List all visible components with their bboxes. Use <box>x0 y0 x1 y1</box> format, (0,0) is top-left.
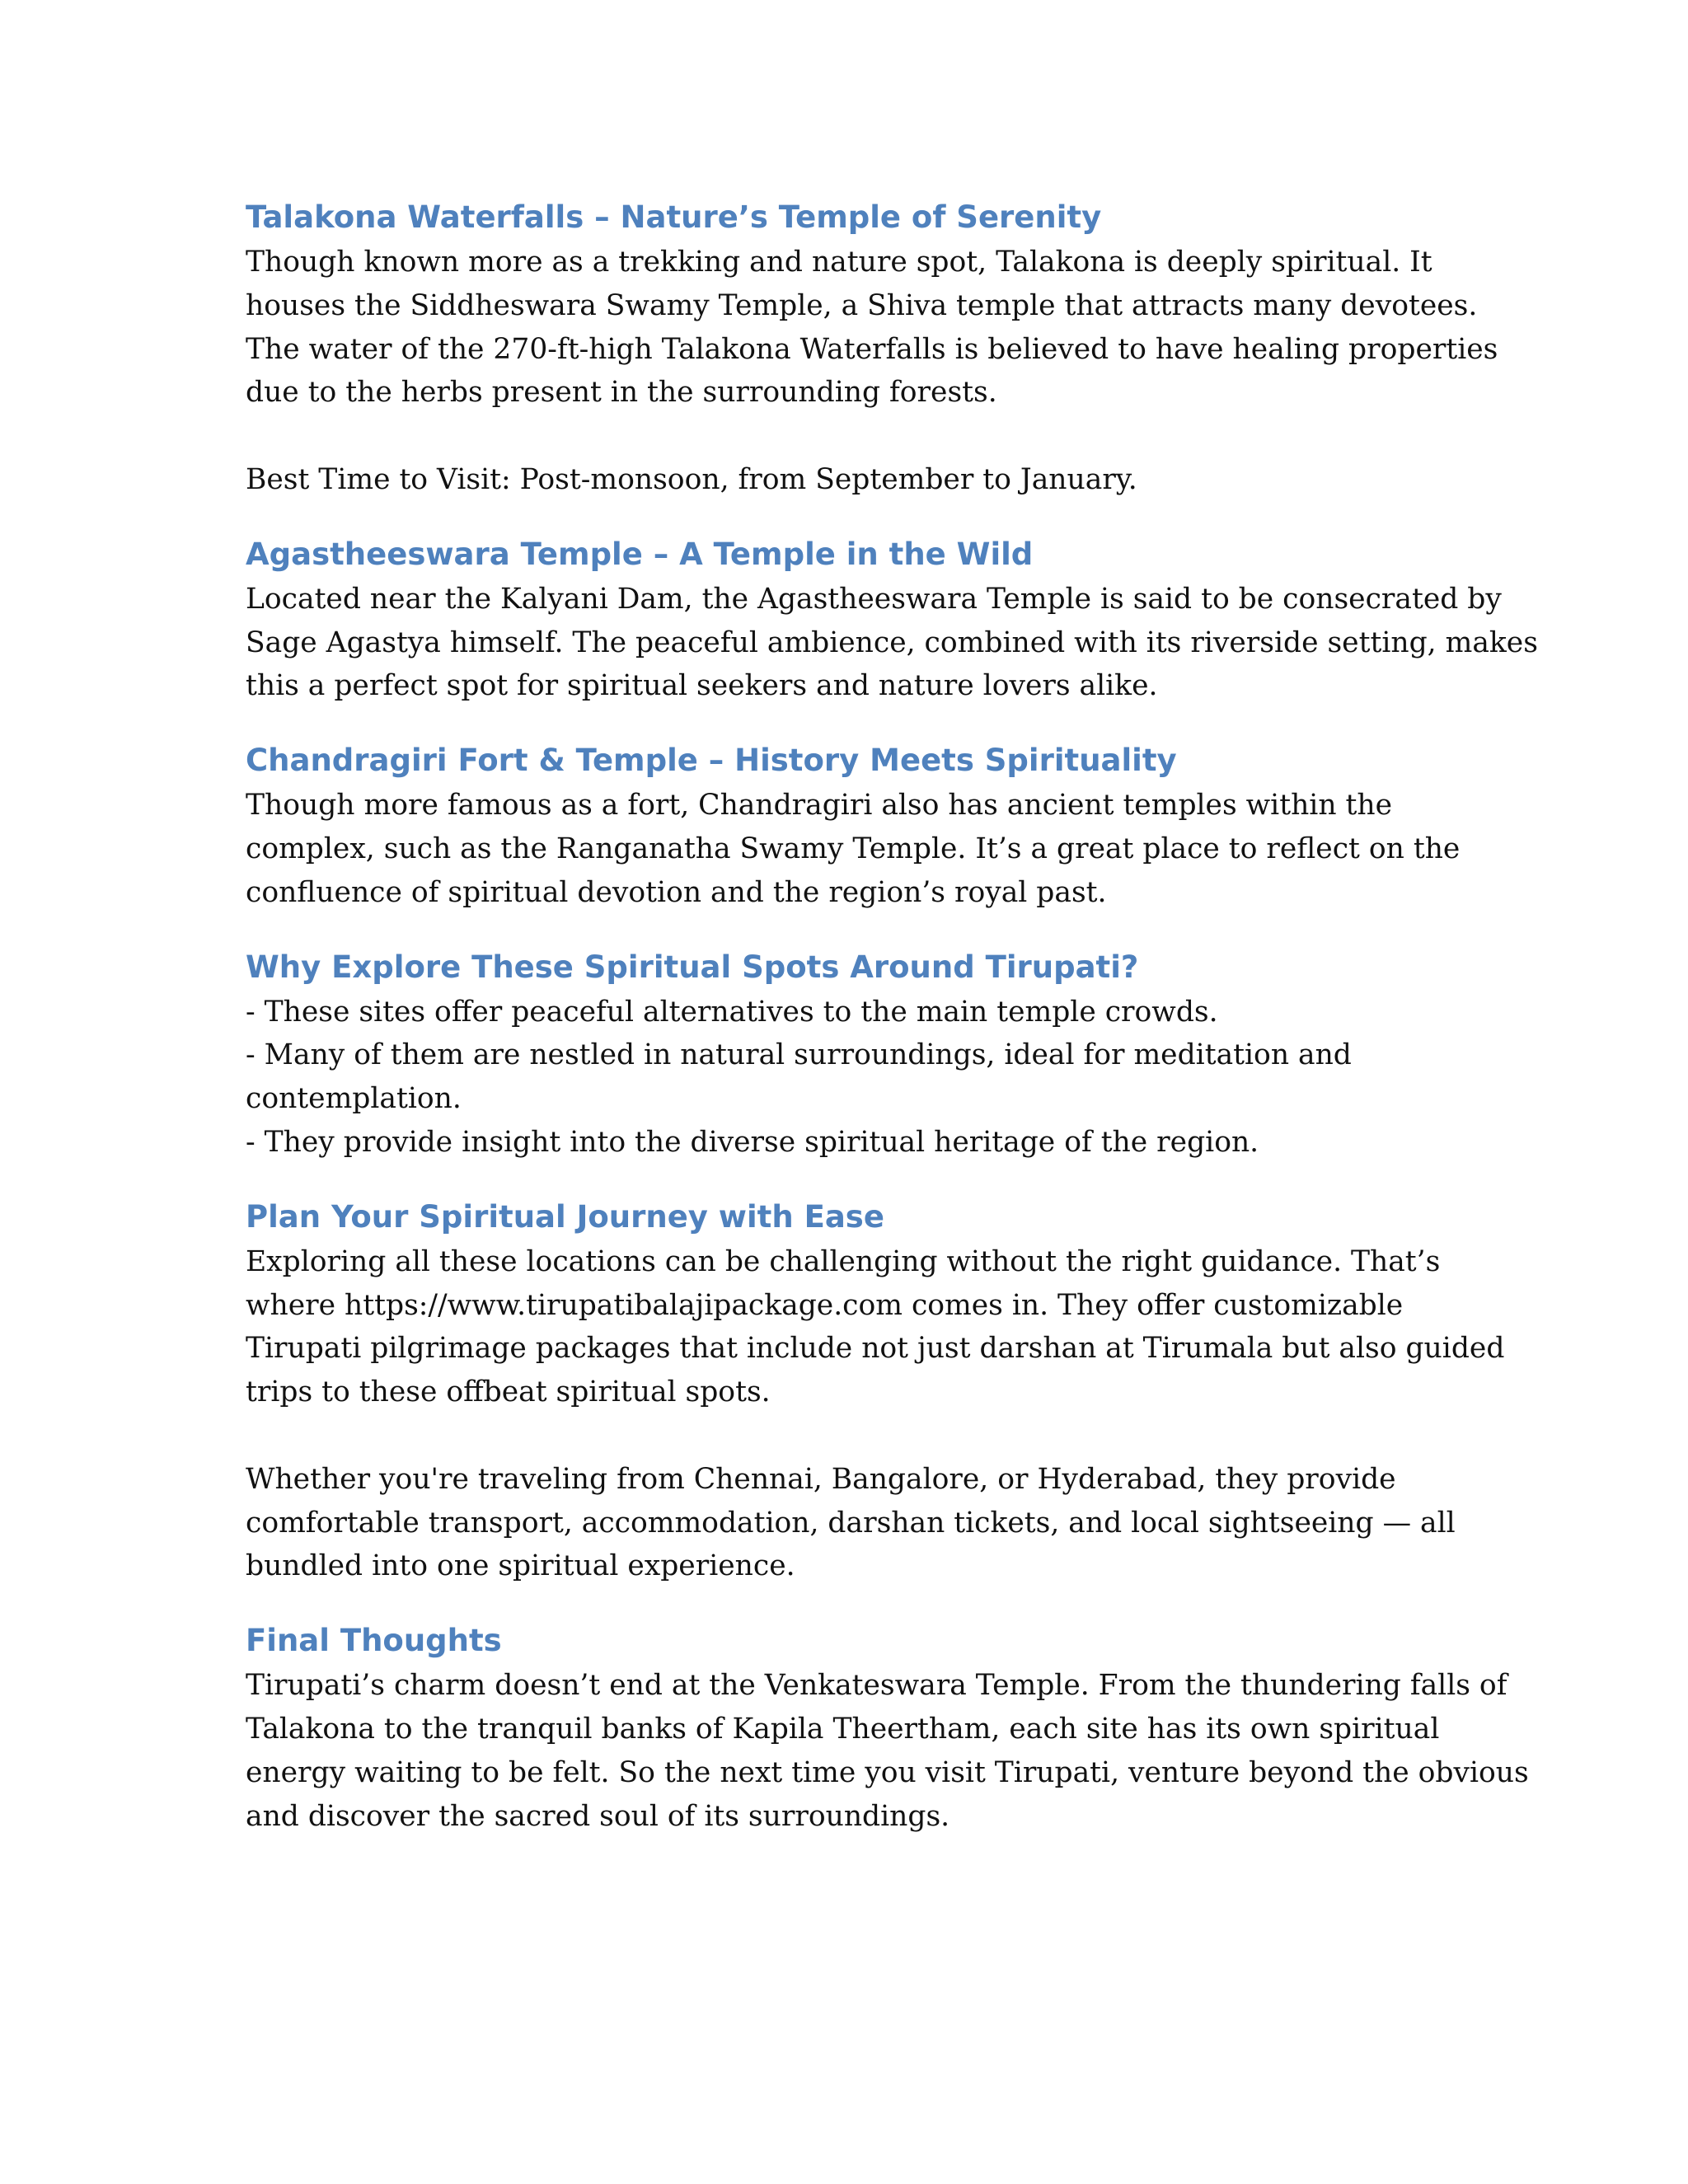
document-section <box>246 532 1538 738</box>
text-line: - Many of them are nestled in natural surroundings, ideal for meditation and <box>246 1038 1352 1072</box>
text-line: where https://www.tirupatibalajipackage.com comes in. They offer customizable <box>246 1288 1404 1322</box>
document-section <box>246 194 1498 532</box>
text-line: Whether you're traveling from Chennai, Bangalore, or Hyderabad, they provide <box>246 1462 1396 1496</box>
text-line: Talakona to the tranquil banks of Kapila Theertham, each site has its own spiritual <box>246 1712 1440 1746</box>
section-paragraph <box>246 1664 1529 1838</box>
document-section <box>246 738 1461 944</box>
section-spacer <box>246 708 1449 738</box>
text-line: houses the Siddheswara Swamy Temple, a Shiva temple that attracts many devotees. <box>246 288 1478 322</box>
section-heading: Talakona Waterfalls – Nature’s Temple of Serenity <box>246 199 1102 235</box>
text-line: contemplation. <box>246 1082 462 1116</box>
text-line: and discover the sacred soul of its surroundings. <box>246 1799 950 1833</box>
paragraph-break <box>246 415 1449 458</box>
text-line: due to the herbs present in the surrounding forests. <box>246 376 997 410</box>
section-heading: Why Explore These Spiritual Spots Around Tirupati? <box>246 949 1139 985</box>
section-heading: Chandragiri Fort & Temple – History Meets Spirituality <box>246 743 1177 779</box>
section-paragraph <box>246 241 1498 502</box>
text-line: bundled into one spiritual experience. <box>246 1549 795 1583</box>
text-line: Sage Agastya himself. The peaceful ambience, combined with its riverside setting, makes <box>246 626 1538 659</box>
text-line: energy waiting to be felt. So the next time you visit Tirupati, venture beyond the obvious <box>246 1755 1529 1789</box>
text-line: Tirupati pilgrimage packages that include not just darshan at Tirumala but also guided <box>246 1332 1505 1366</box>
section-heading: Agastheeswara Temple – A Temple in the Wild <box>246 536 1034 572</box>
section-spacer <box>246 1165 1449 1194</box>
section-spacer <box>246 1588 1449 1618</box>
text-line: Exploring all these locations can be challenging without the right guidance. That’s <box>246 1244 1441 1278</box>
text-line: - These sites offer peaceful alternatives to the main temple crowds. <box>246 995 1218 1029</box>
text-line: complex, such as the Ranganatha Swamy Temple. It’s a great place to reflect on the <box>246 832 1461 865</box>
section-paragraph <box>246 578 1538 708</box>
text-line: The water of the 270-ft-high Talakona Waterfalls is believed to have healing properties <box>246 332 1498 366</box>
text-line: Though known more as a trekking and nature spot, Talakona is deeply spiritual. It <box>246 246 1432 279</box>
text-line: this a perfect spot for spiritual seekers and nature lovers alike. <box>246 669 1158 703</box>
section-heading: Final Thoughts <box>246 1623 502 1659</box>
section-spacer <box>246 502 1449 532</box>
section-paragraph <box>246 991 1449 1165</box>
text-line: Though more famous as a fort, Chandragiri also has ancient temples within the <box>246 789 1393 823</box>
text-line: comfortable transport, accommodation, darshan tickets, and local sightseeing — all <box>246 1506 1456 1540</box>
text-line: confluence of spiritual devotion and the region’s royal past. <box>246 875 1107 909</box>
document-section <box>246 944 1449 1194</box>
section-paragraph <box>246 784 1461 914</box>
document-section <box>246 1618 1529 1838</box>
text-line: Tirupati’s charm doesn’t end at the Venkateswara Temple. From the thundering falls of <box>246 1669 1507 1703</box>
section-spacer <box>246 915 1449 944</box>
paragraph-break <box>246 1414 1449 1458</box>
document-section <box>246 1194 1505 1618</box>
text-line: Located near the Kalyani Dam, the Agastheeswara Temple is said to be consecrated by <box>246 582 1502 616</box>
document-body <box>246 194 1538 1838</box>
section-paragraph <box>246 1240 1505 1588</box>
text-line: trips to these offbeat spiritual spots. <box>246 1376 771 1409</box>
text-line: - They provide insight into the diverse spiritual heritage of the region. <box>246 1125 1259 1159</box>
text-line: Best Time to Visit: Post-monsoon, from September to January. <box>246 462 1137 496</box>
section-heading: Plan Your Spiritual Journey with Ease <box>246 1198 884 1235</box>
